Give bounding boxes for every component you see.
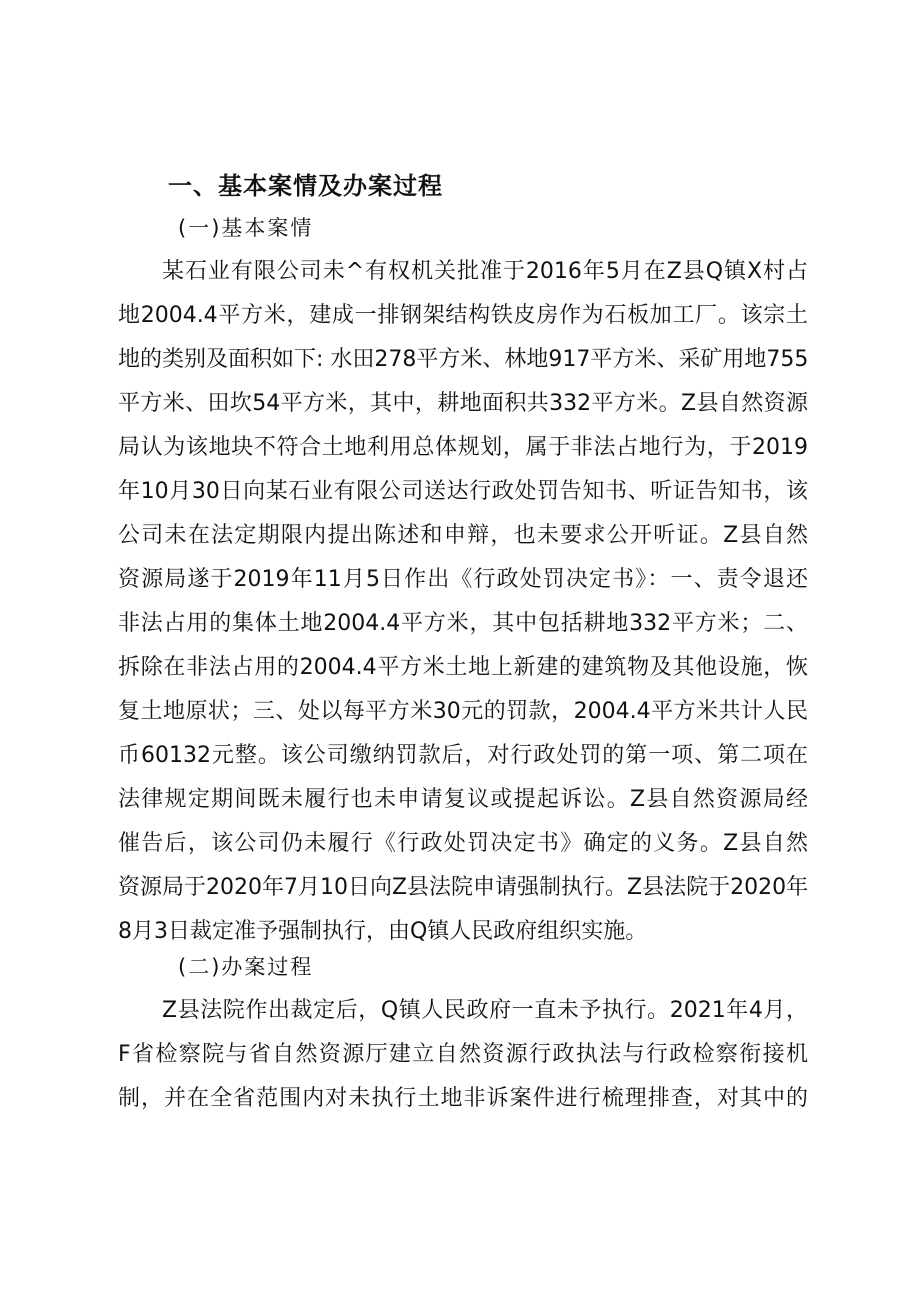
paragraph-line: 年10月30日向某石业有限公司送达行政处罚告知书、听证告知书，该 (118, 479, 808, 504)
paragraph-line: 拆除在非法占用的2004.4平方米土地上新建的建筑物及其他设施，恢 (118, 655, 808, 680)
paragraph-line: F省检察院与省自然资源厅建立自然资源行政执法与行政检察衔接机 (118, 1042, 808, 1067)
paragraph-line: 平方米、田坎54平方米，其中，耕地面积共332平方米。Z县自然资源 (118, 391, 808, 416)
paragraph-line: 地的类别及面积如下: 水田278平方米、林地917平方米、采矿用地755 (118, 347, 808, 372)
paragraph-line: 8月3日裁定准予强制执行，由Q镇人民政府组织实施。 (118, 919, 648, 944)
paragraph-line: 制，并在全省范围内对未执行土地非诉案件进行梳理排查，对其中的 (118, 1086, 808, 1111)
paragraph-line: 公司未在法定期限内提出陈述和申辩，也未要求公开听证。Z县自然 (118, 523, 808, 548)
paragraph-line: 复土地原状；三、处以每平方米30元的罚款，2004.4平方米共计人民 (118, 699, 808, 724)
paragraph-line: 某石业有限公司未^有权机关批准于2016年5月在Z县Q镇X村占 (162, 259, 808, 284)
paragraph-line: 局认为该地块不符合土地利用总体规划，属于非法占地行为，于2019 (118, 435, 808, 460)
subsection-title-basic-facts: (一)基本案情 (178, 216, 314, 240)
paragraph-line: 法律规定期间既未履行也未申请复议或提起诉讼。Z县自然资源局经 (118, 787, 808, 812)
paragraph-line: 非法占用的集体土地2004.4平方米，其中包括耕地332平方米；二、 (118, 611, 808, 636)
paragraph-line: 资源局遂于2019年11月5日作出《行政处罚决定书》：一、责令退还 (118, 567, 808, 592)
section-heading: 一、基本案情及办案过程 (168, 172, 443, 200)
paragraph-line: 地2004.4平方米，建成一排钢架结构铁皮房作为石板加工厂。该宗土 (118, 303, 808, 328)
paragraph-line: 币60132元整。该公司缴纳罚款后，对行政处罚的第一项、第二项在 (118, 743, 808, 768)
subsection-title-case-process: (二)办案过程 (178, 955, 314, 979)
paragraph-line: 资源局于2020年7月10日向Z县法院申请强制执行。Z县法院于2020年 (118, 875, 808, 900)
paragraph-line: 催告后，该公司仍未履行《行政处罚决定书》确定的义务。Z县自然 (118, 831, 808, 856)
paragraph-line: Z县法院作出裁定后，Q镇人民政府一直未予执行。2021年4月， (162, 998, 808, 1023)
